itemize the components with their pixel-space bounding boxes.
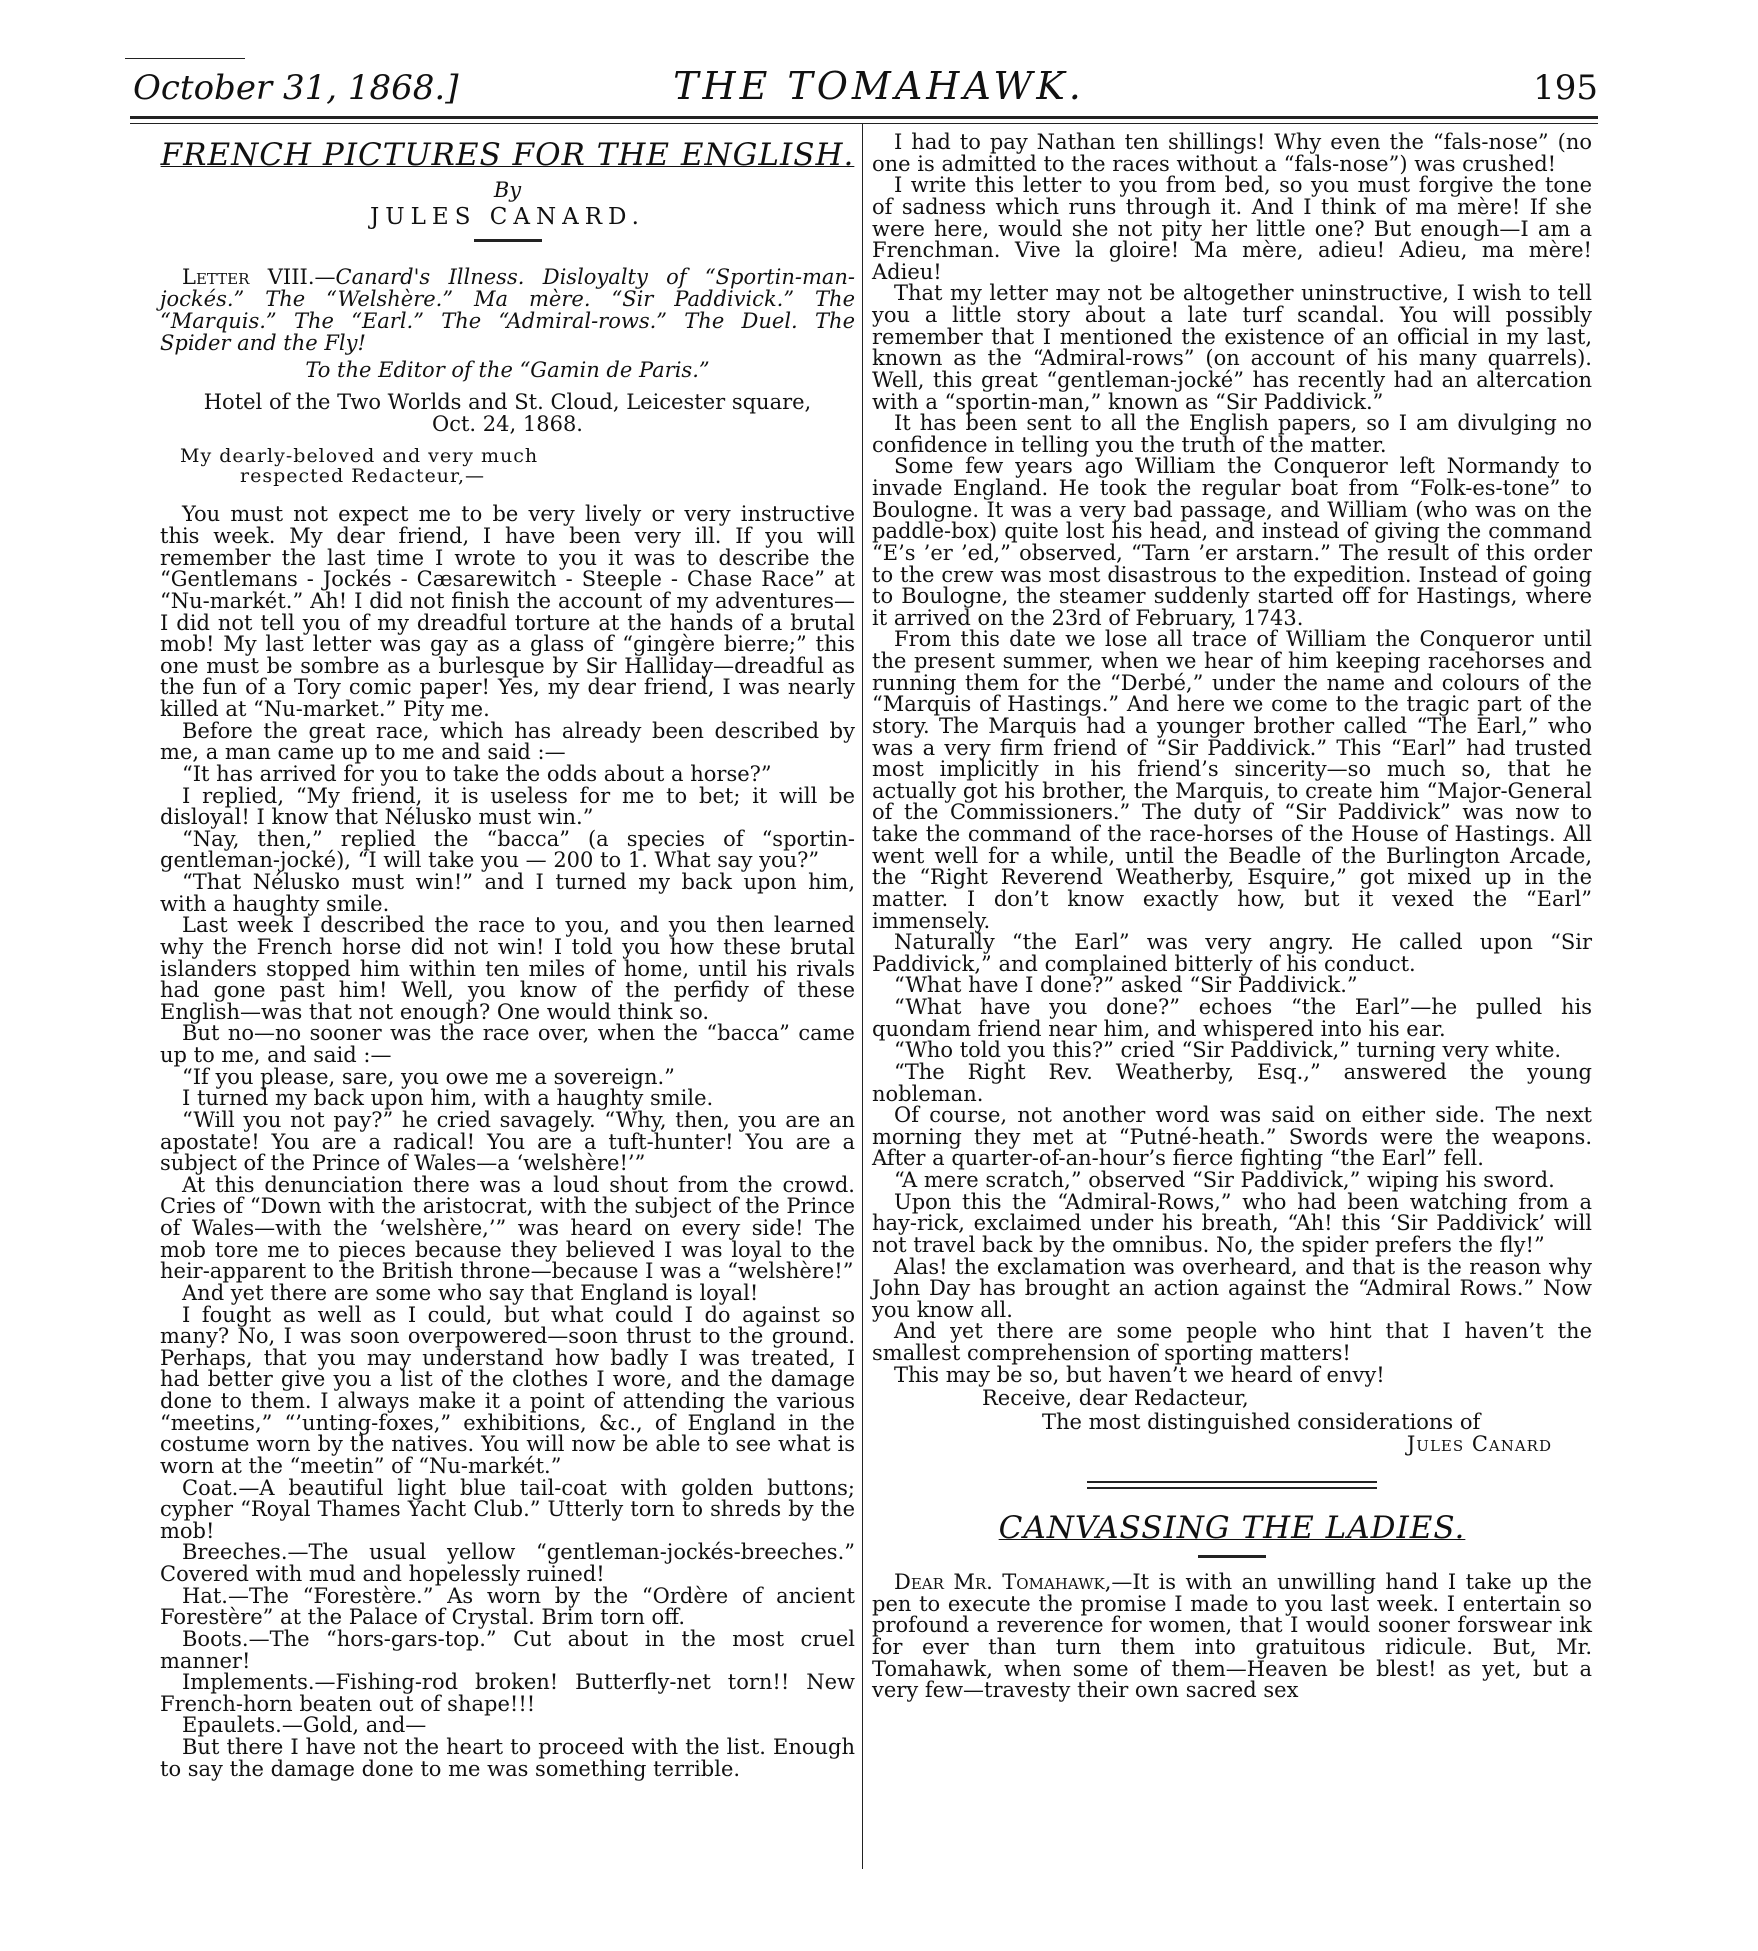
issue-date: October 31, 1868.] bbox=[133, 68, 459, 108]
paragraph: It has been sent to all the English papers, so I am divulging no confidence in telling you the truth of the matter. bbox=[872, 411, 1592, 457]
byline-by: By bbox=[493, 177, 522, 202]
paragraph: Hat.—The “Forestère.” As worn by the “Ordère of ancient Forestère” at the Palace of Crystal. Brim torn off. bbox=[160, 1583, 855, 1630]
paragraph: “It has arrived for you to take the odds about a horse?” bbox=[182, 761, 772, 786]
paragraph: I replied, “My friend, it is useless for me to bet; it will be disloyal! I know that Nélusko must win.” bbox=[160, 783, 855, 830]
paragraph: “What have I done?” asked “Sir Paddivick.” bbox=[894, 973, 1358, 998]
paragraph: “That Nélusko must win!” and I turned my back upon him, with a haughty smile. bbox=[160, 870, 855, 916]
article2-title: CANVASSING THE LADIES. bbox=[998, 1510, 1466, 1547]
left-body bbox=[160, 504, 855, 1780]
paragraph: This may be so, but haven’t we heard of envy! bbox=[894, 1362, 1385, 1387]
paragraph: Upon this the “Admiral-Rows,” who had been watching from a hay-rick, exclaimed under his breath, “Ah! this ‘Sir Paddivick’ will not travel back by the omnibus. No, the spider prefers the fly!” bbox=[872, 1189, 1592, 1257]
header-rule-2 bbox=[130, 123, 1598, 124]
article2-title-divider bbox=[1198, 1555, 1266, 1558]
right-column bbox=[872, 132, 1592, 1702]
closing-line-2: The most distinguished considerations of bbox=[1042, 1409, 1481, 1434]
paragraph: And yet there are some people who hint that I haven’t the smallest comprehension of sporting matters! bbox=[872, 1319, 1592, 1365]
paragraph: Before the great race, which has already been described by me, a man came up to me and said :— bbox=[160, 718, 855, 765]
greeting-line-2: respected Redacteur,— bbox=[240, 464, 486, 487]
paragraph: Implements.—Fishing-rod broken! Butterfly-net torn!! New French-horn beaten out of shape!!! bbox=[160, 1670, 855, 1716]
masthead-title: THE TOMAHAWK. bbox=[673, 64, 1085, 108]
summary-lead: Letter VIII.— bbox=[182, 265, 336, 290]
paragraph: From this date we lose all trace of William the Conqueror until the present summer, when we hear of him keeping racehorses and running them for the “Derbé,” under the name and colours of the “Marquis of Hastings.” And here we come to the tragic part of the story. The Marquis had a younger brother called “The Earl,” who was a very firm friend of “Sir Paddivick.” This “Earl” had trusted most implicitly in his friend’s sincerity—so much so, that he actually got his brother, the Marquis, to create him “Major-General of the Commissioners.” The duty of “Sir Paddivick” was now to take the command of the race-horses of the House of Hastings. All went well for a while, until the Beadle of the Burlington Arcade, the “Right Reverend Weatherby, Esquire,” got mixed up in the matter. I don’t know exactly how, but it vexed the “Earl” immensely. bbox=[872, 627, 1592, 933]
paragraph: Naturally “the Earl” was very angry. He called upon “Sir Paddivick,” and complained bitterly of his conduct. bbox=[872, 930, 1592, 976]
page-number: 195 bbox=[1533, 68, 1598, 108]
letter-summary bbox=[160, 266, 855, 354]
header-top-rule bbox=[125, 58, 245, 59]
greeting-line-1: My dearly-beloved and very much bbox=[180, 445, 539, 468]
paragraph: Last week I described the race to you, and you then learned why the French horse did not win! I told you how these brutal islanders stopped him within ten miles of home, until his rivals had gone past him! Well, you know of the perfidy of these English—was that not enough? One would think so. bbox=[160, 913, 855, 1024]
paragraph: Of course, not another word was said on either side. The next morning they met at “Putné-heath.” Swords were the weapons. After a quarter-of-an-hour’s fierce fighting “the Earl” fell. bbox=[872, 1103, 1592, 1171]
paragraph: Alas! the exclamation was overheard, and that is the reason why John Day has brought an action against the “Admiral Rows.” Now you know all. bbox=[872, 1254, 1592, 1322]
paragraph: “A mere scratch,” observed “Sir Paddivick,” wiping his sword. bbox=[894, 1168, 1555, 1192]
article2-text: It is with an unwilling hand I take up the pen to execute the promise I made to you last week. I entertain so profound a reverence for women, that I would sooner forswear ink for ever than turn them into gratuitous ridicule. But, Mr. Tomahawk, when some of them—Heaven be blest! as yet, but a very few—travesty their own sacred sex bbox=[872, 1570, 1592, 1703]
paragraph: Coat.—A beautiful light blue tail-coat with golden buttons; cypher “Royal Thames Yacht Club.” Utterly torn to shreds by the mob! bbox=[160, 1475, 855, 1543]
paragraph: Epaulets.—Gold, and— bbox=[182, 1713, 427, 1738]
header-rule-1 bbox=[130, 116, 1598, 119]
paragraph: “If you please, sare, you owe me a sovereign.” bbox=[182, 1064, 675, 1089]
article-title: FRENCH PICTURES FOR THE ENGLISH. bbox=[160, 137, 855, 173]
article2-salutation: Dear Mr. Tomahawk,— bbox=[894, 1570, 1133, 1595]
summary-text: Canard's Illness. Disloyalty of “Sportin-man-jockés.” The “Welshère.” Ma mère. “Sir Paddivick.” The “Marquis.” The “Earl.” The “Admiral-rows.” The Duel. The Spider and the Fly! bbox=[160, 265, 855, 356]
paragraph: “The Right Rev. Weatherby, Esq.,” answered the young nobleman. bbox=[872, 1059, 1592, 1106]
paragraph: You must not expect me to be very lively or very instructive this week. My dear friend, I have been very ill. If you will remember the last time I wrote to you it was to describe the “Gentlemans - Jockés - Cæsarewitch - Steeple - Chase Race” at “Nu-markét.” Ah! I did not finish the account of my adventures—I did not tell you of my dreadful torture at the hands of a brutal mob! My last letter was gay as a glass of “gingère bierre;” this one must be sombre as a burlesque by Sir Halliday—dreadful as the fun of a Tory comic paper! Yes, my dear friend, I was nearly killed at “Nu-market.” Pity me. bbox=[160, 502, 855, 722]
right-body bbox=[872, 132, 1592, 1386]
paragraph: I write this letter to you from bed, so you must forgive the tone of sadness which runs through it. And I think of ma mère! If she were here, would she not pity her little one? But enough—I am a Frenchman. Vive la gloire! Ma mère, adieu! Adieu, ma mère! Adieu! bbox=[872, 173, 1592, 284]
column-divider bbox=[862, 124, 863, 1869]
paragraph: Boots.—The “hors-gars-top.” Cut about in the most cruel manner! bbox=[160, 1626, 855, 1673]
paragraph: Breeches.—The usual yellow “gentleman-jockés-breeches.” Covered with mud and hopelessly ruined! bbox=[160, 1540, 855, 1587]
paragraph: And yet there are some who say that England is loyal! bbox=[182, 1280, 759, 1305]
closing-line-1: Receive, dear Redacteur, bbox=[982, 1386, 1249, 1411]
left-column bbox=[160, 132, 855, 1780]
title-divider bbox=[474, 239, 542, 242]
editor-line: To the Editor of the “Gamin de Paris.” bbox=[305, 358, 710, 383]
letter-date: Oct. 24, 1868. bbox=[432, 411, 583, 436]
paragraph: But there I have not the heart to proceed with the list. Enough to say the damage done to me was something terrible. bbox=[160, 1735, 855, 1781]
greeting bbox=[180, 447, 855, 486]
paragraph: Some few years ago William the Conqueror left Normandy to invade England. He took the regular boat from “Folk-es-tone” to Boulogne. It was a very bad passage, and William (who was on the paddle-box) quite lost his head, and instead of giving the command “E’s ’er ’ed,” observed, “Tarn ’er arstarn.” The result of this order to the crew was most disastrous to the expedition. Instead of going to Boulogne, the steamer suddenly started off for Hastings, where it arrived on the 23rd of February, 1743. bbox=[872, 454, 1592, 630]
paragraph: That my letter may not be altogether uninstructive, I wish to tell you a little story about a late turf scandal. You will possibly remember that I mentioned the existence of an official in my last, known as the “Admiral-rows” (on account of his many quarrels). Well, this great “gentleman-jocké” has recently had an altercation with a “sportin-man,” known as “Sir Paddivick.” bbox=[872, 281, 1592, 414]
paragraph: “Nay, then,” replied the “bacca” (a species of “sportin-gentleman-jocké), “I will take you — 200 to 1. What say you?” bbox=[160, 826, 855, 873]
signature: Jules Canard bbox=[1406, 1431, 1552, 1456]
address-block bbox=[160, 392, 855, 435]
paragraph: I had to pay Nathan ten shillings! Why even the “fals-nose” (no one is admitted to the races without a “fals-nose”) was crushed! bbox=[872, 130, 1592, 176]
paragraph: But no—no sooner was the race over, when the “bacca” came up to me, and said :— bbox=[160, 1021, 855, 1068]
article2-body bbox=[872, 1572, 1592, 1702]
paragraph: At this denunciation there was a loud shout from the crowd. Cries of “Down with the aristocrat, with the subject of the Prince of Wales—with the ‘welshère,’” was heard on every side! The mob tore me to pieces because they believed I was loyal to the heir-apparent to the British throne—because I was a “welshère!” bbox=[160, 1172, 855, 1284]
paragraph: “What have you done?” echoes “the Earl”—he pulled his quondam friend near him, and whispered into his ear. bbox=[872, 995, 1592, 1041]
paragraph: I fought as well as I could, but what could I do against so many? No, I was soon overpowered—soon thrust to the ground. Perhaps, that you may understand how badly I was treated, I had better give you a list of the clothes I wore, and the damage done to them. I always make it a point of attending the various “meetins,” “’unting-foxes,” exhibitions, &c., of England in the costume worn by the natives. You will now be able to see what is worn at the “meetin” of “Nu-markét.” bbox=[160, 1302, 855, 1478]
section-divider bbox=[1087, 1481, 1377, 1489]
paragraph: “Will you not pay?” he cried savagely. “Why, then, you are an apostate! You are a radical! You are a tuft-hunter! You are a subject of the Prince of Wales—a ‘welshère!’” bbox=[160, 1107, 855, 1176]
paragraph: I turned my back upon him, with a haughty smile. bbox=[182, 1086, 714, 1111]
author-name: JULES CANARD. bbox=[370, 203, 645, 230]
paragraph: “Who told you this?” cried “Sir Paddivick,” turning very white. bbox=[894, 1038, 1562, 1063]
address-line: Hotel of the Two Worlds and St. Cloud, Leicester square, bbox=[203, 390, 812, 415]
